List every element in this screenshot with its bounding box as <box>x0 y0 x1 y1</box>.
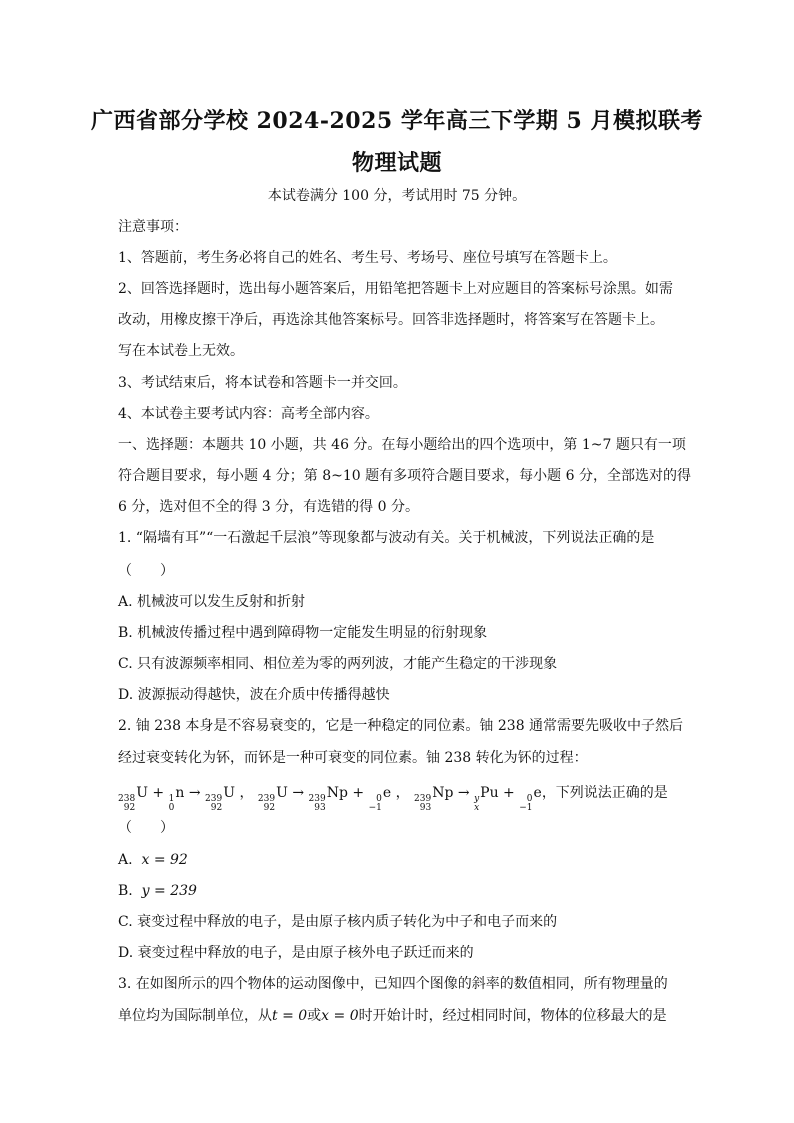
q3-stem-line2: 单位均为国际制单位，从t = 0或x = 0时开始计时，经过相同时间，物体的位移最大的是 <box>118 1008 667 1024</box>
notes-heading: 注意事项： <box>118 219 188 235</box>
exam-info: 本试卷满分 100 分，考试用时 75 分钟。 <box>267 188 527 204</box>
q1-option-b: B. 机械波传播过程中遇到障碍物一定能发生明显的衍射现象 <box>118 625 488 641</box>
q3-stem: 3. 在如图所示的四个物体的运动图像中，已知四个图像的斜率的数值相同，所有物理量的 <box>118 976 668 992</box>
exam-subtitle: 物理试题 <box>351 150 442 176</box>
q2-equation-tail: ，下列说法正确的是 <box>541 785 668 801</box>
q2-option-d: D. 衰变过程中释放的电子，是由原子核外电子跃迁而来的 <box>118 945 474 961</box>
note-line: 2、回答选择题时，选出每小题答案后，用铅笔把答题卡上对应题目的答案标号涂黑。如需 <box>118 281 673 297</box>
exam-title: 广西省部分学校 2024-2025 学年高三下学期 5 月模拟联考 <box>90 108 704 134</box>
q1-option-a: A. 机械波可以发生反射和折射 <box>118 594 306 610</box>
q2-option-b: B. y = 239 <box>118 883 197 899</box>
q2-option-a: A. x = 92 <box>118 852 188 868</box>
note-line: 写在本试卷上无效。 <box>118 343 244 359</box>
note-line: 3、考试结束后，将本试卷和答题卡一并交回。 <box>118 375 407 391</box>
q2-option-c: C. 衰变过程中释放的电子，是由原子核内质子转化为中子和电子而来的 <box>118 914 558 930</box>
note-line: 改动，用橡皮擦干净后，再选涂其他答案标号。回答非选择题时，将答案写在答题卡上。 <box>118 312 664 328</box>
section-instructions: 一、选择题：本题共 10 小题，共 46 分。在每小题给出的四个选项中，第 1~7 题只有一项 <box>118 437 686 453</box>
q2-option-b-math: y = 239 <box>141 883 197 899</box>
note-line: 4、本试卷主要考试内容：高考全部内容。 <box>118 406 379 422</box>
section-instructions: 6 分，选对但不全的得 3 分，有选错的得 0 分。 <box>118 499 419 515</box>
q1-blank: （ ） <box>118 563 174 579</box>
q1-option-d: D. 波源振动得越快，波在介质中传播得越快 <box>118 687 390 703</box>
q1-option-c: C. 只有波源频率相同、相位差为零的两列波，才能产生稳定的干涉现象 <box>118 656 558 672</box>
q2-blank: （ ） <box>118 820 174 836</box>
q2-stem: 2. 铀 238 本身是不容易衰变的，它是一种稳定的同位素。铀 238 通常需要先吸收中子然后 <box>118 718 684 734</box>
q2-stem: 经过衰变转化为钚，而钚是一种可衰变的同位素。铀 238 转化为钚的过程： <box>118 750 588 766</box>
q1-stem: 1. “隔墙有耳”“一石激起千层浪”等现象都与波动有关。关于机械波，下列说法正确的是 <box>118 530 655 546</box>
q2-nuclear-equation: 238 92 U + 1 0 n → 239 92 U ， 239 92 U → 239 93 Np + 0 −1 e ， 239 93 Np → y x Pu + 0 −1 e，下列说法正确的是 <box>118 785 668 813</box>
section-instructions: 符合题目要求，每小题 4 分；第 8~10 题有多项符合题目要求，每小题 6 分，全部选对的得 <box>118 468 691 484</box>
note-line: 1、答题前，考生务必将自己的姓名、考生号、考场号、座位号填写在答题卡上。 <box>118 250 617 266</box>
q2-option-a-math: x = 92 <box>141 852 188 868</box>
